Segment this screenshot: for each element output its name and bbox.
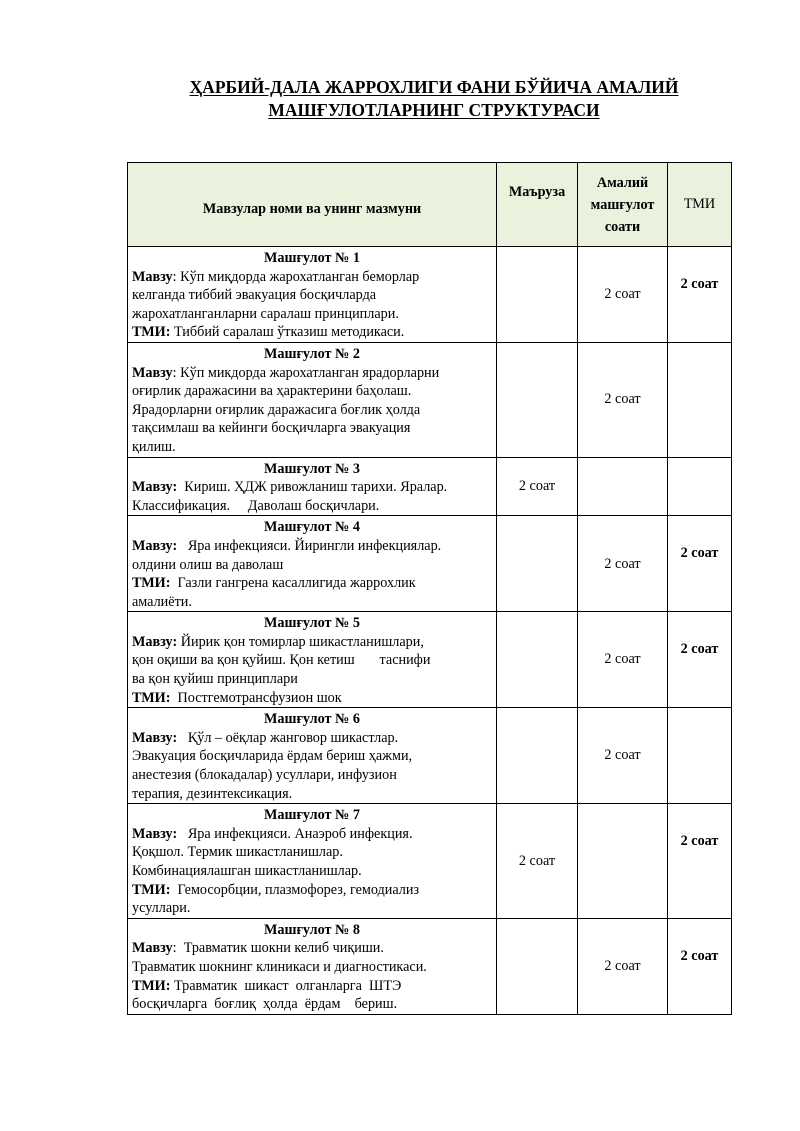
topic-cell	[128, 708, 497, 804]
topic-line-label: Мавзу:	[132, 479, 178, 496]
topic-line-text: : Кўп микдорда жарохатланган ярадорларни	[172, 364, 440, 381]
topic-line-label: ТМИ:	[132, 977, 171, 994]
topic-line	[132, 419, 492, 438]
topic-line	[132, 286, 492, 305]
topic-line	[132, 977, 492, 996]
topic-cell	[128, 516, 497, 612]
practice-hours-cell: 2 соат	[578, 708, 668, 804]
topic-line	[132, 729, 492, 748]
topic-line	[132, 651, 492, 670]
lecture-hours-cell	[497, 612, 578, 708]
table-row	[128, 247, 732, 343]
lecture-hours-cell	[497, 342, 578, 457]
header-practice	[578, 163, 668, 247]
topic-line	[132, 537, 492, 556]
topic-line	[132, 497, 492, 516]
topic-line	[132, 268, 492, 287]
table-row	[128, 918, 732, 1014]
topic-line	[132, 438, 492, 457]
table-row	[128, 612, 732, 708]
topic-line-label: Мавзу:	[132, 633, 178, 650]
title-line-2: МАШҒУЛОТЛАРНИНГ СТРУКТУРАСИ	[268, 100, 600, 120]
tmi-hours-cell: 2 соат	[668, 804, 732, 919]
lesson-number: Машғулот № 3	[264, 460, 360, 477]
lesson-number: Машғулот № 8	[264, 921, 360, 938]
lecture-hours-cell: 2 соат	[497, 457, 578, 516]
lesson-number: Машғулот № 1	[264, 250, 360, 266]
topic-cell	[128, 612, 497, 708]
topic-line	[132, 843, 492, 862]
topic-line	[132, 556, 492, 575]
table-row	[128, 457, 732, 516]
topic-line-text: Яра инфекцияси. Анаэроб инфекция.	[177, 825, 413, 842]
practice-hours-cell: 2 соат	[578, 612, 668, 708]
tmi-hours-cell	[668, 457, 732, 516]
header-practice-line-1: Амалий	[596, 174, 649, 191]
topic-line-label: Мавзу:	[132, 729, 178, 746]
lecture-hours-cell	[497, 516, 578, 612]
topic-line-text: Кириш. ҲДЖ ривожланиш тарихи. Яралар.	[177, 479, 448, 496]
topic-line-text: тақсимлаш ва кейинги босқичларга эвакуация	[132, 420, 411, 437]
topic-line-text: Травматик шикаст олганларга ШТЭ	[170, 977, 402, 994]
header-topic: Мавзулар номи ва унинг мазмуни	[128, 163, 497, 247]
topic-line	[132, 995, 492, 1014]
table-row	[128, 516, 732, 612]
tmi-hours-cell: 2 соат	[668, 247, 732, 343]
topic-line	[132, 862, 492, 881]
topic-line-label: Мавзу:	[132, 537, 178, 554]
lecture-hours-cell	[497, 918, 578, 1014]
topic-line	[132, 899, 492, 918]
lesson-number: Машғулот № 6	[264, 711, 360, 728]
lesson-number: Машғулот № 4	[264, 519, 360, 536]
topic-line-text: Классификация. Даволаш босқичлари.	[132, 497, 380, 514]
header-tmi: ТМИ	[668, 163, 732, 247]
lessons-table	[127, 162, 732, 1015]
topic-line-label: ТМИ:	[132, 689, 171, 706]
topic-line	[132, 939, 492, 958]
topic-line-text: Газли гангрена касаллигида жаррохлик	[170, 575, 416, 592]
title-line-1: ҲАРБИЙ-ДАЛА ЖАРРОХЛИГИ ФАНИ БЎЙИЧА АМАЛИЙ	[189, 77, 679, 97]
topic-line-label: ТМИ:	[132, 575, 171, 592]
table-header-row	[128, 163, 732, 247]
lecture-hours-cell: 2 соат	[497, 804, 578, 919]
topic-line-text: : Кўп миқдорда жарохатланган беморлар	[172, 268, 420, 285]
topic-line	[132, 958, 492, 977]
topic-line-text: Комбинациялашган шикастланишлар.	[132, 863, 362, 879]
topic-line-text: ва қон қуйиш принциплари	[132, 671, 298, 688]
topic-line-text: Ярадорларни оғирлик даражасига боғлик ҳолда	[132, 401, 421, 418]
topic-line-text: усуллари.	[132, 900, 191, 917]
topic-line-label: Мавзу	[132, 268, 173, 285]
topic-line	[132, 785, 492, 804]
topic-line-text: олдини олиш ва даволаш	[132, 556, 284, 573]
tmi-hours-cell: 2 соат	[668, 612, 732, 708]
header-lecture: Маъруза	[497, 163, 578, 247]
lesson-number: Машғулот № 7	[264, 807, 360, 824]
topic-line-text: босқичларга боғлиқ ҳолда ёрдам бериш.	[132, 996, 398, 1013]
topic-line	[132, 323, 492, 342]
topic-line	[132, 747, 492, 766]
topic-line-text: : Травматик шокни келиб чиқиши.	[172, 940, 384, 957]
topic-line-text: жарохатланганларни саралаш принциплари.	[132, 305, 399, 322]
topic-line	[132, 401, 492, 420]
topic-line	[132, 574, 492, 593]
header-practice-line-3: соати	[604, 218, 641, 235]
topic-line-text: қон оқиши ва қон қуйиш. Қон кетиш таснифи	[132, 652, 431, 669]
topic-cell	[128, 342, 497, 457]
topic-line-text: анестезия (блокадалар) усуллари, инфузион	[132, 767, 397, 784]
practice-hours-cell: 2 соат	[578, 918, 668, 1014]
practice-hours-cell: 2 соат	[578, 516, 668, 612]
topic-line	[132, 670, 492, 689]
topic-line-label: Мавзу:	[132, 825, 178, 842]
topic-line	[132, 689, 492, 708]
topic-line-text: Қўл – оёқлар жанговор шикастлар.	[177, 729, 399, 746]
topic-cell	[128, 918, 497, 1014]
tmi-hours-cell	[668, 708, 732, 804]
topic-cell	[128, 804, 497, 919]
topic-line	[132, 633, 492, 652]
tmi-hours-cell	[668, 342, 732, 457]
topic-line-text: Тиббий саралаш ўтказиш методикаси.	[170, 324, 405, 341]
tmi-hours-cell: 2 соат	[668, 918, 732, 1014]
topic-line-label: ТМИ:	[132, 324, 171, 341]
topic-line-text: Яра инфекцияси. Йирингли инфекциялар.	[177, 537, 442, 554]
topic-line-text: Эвакуация босқичларида ёрдам бериш ҳажми,	[132, 748, 413, 765]
topic-line-label: ТМИ:	[132, 881, 171, 898]
table-row	[128, 804, 732, 919]
topic-line-text: келганда тиббий эвакуация босқичларда	[132, 287, 377, 304]
table-row	[128, 342, 732, 457]
lecture-hours-cell	[497, 247, 578, 343]
topic-line-text: Постгемотрансфузион шок	[170, 689, 342, 706]
topic-line	[132, 593, 492, 612]
topic-cell	[128, 247, 497, 343]
topic-line-text: Гемосорбции, плазмофорез, гемодиализ	[170, 881, 420, 898]
topic-line	[132, 305, 492, 324]
topic-line	[132, 478, 492, 497]
table-row	[128, 708, 732, 804]
topic-line	[132, 766, 492, 785]
topic-line	[132, 364, 492, 383]
tmi-hours-cell: 2 соат	[668, 516, 732, 612]
topic-line-text: амалиёти.	[132, 593, 192, 610]
topic-line-text: оғирлик даражасини ва ҳарактерини баҳолаш.	[132, 383, 412, 400]
lesson-number: Машғулот № 5	[264, 615, 360, 632]
topic-line-text: Травматик шокнинг клиникаси и диагностикаси.	[132, 958, 427, 975]
topic-line	[132, 825, 492, 844]
page-title	[0, 76, 800, 122]
practice-hours-cell	[578, 457, 668, 516]
topic-line-label: Мавзу	[132, 940, 173, 957]
lesson-number: Машғулот № 2	[264, 345, 360, 362]
topic-line-text: Қоқшол. Термик шикастланишлар.	[132, 844, 343, 861]
practice-hours-cell	[578, 804, 668, 919]
header-practice-line-2: машғулот	[590, 196, 655, 213]
topic-line-text: терапия, дезинтексикация.	[132, 785, 293, 802]
lecture-hours-cell	[497, 708, 578, 804]
topic-line	[132, 382, 492, 401]
topic-line-label: Мавзу	[132, 364, 173, 381]
practice-hours-cell: 2 соат	[578, 342, 668, 457]
topic-cell	[128, 457, 497, 516]
topic-line-text: Йирик қон томирлар шикастланишлари,	[177, 633, 424, 650]
topic-line-text: қилиш.	[132, 438, 176, 455]
practice-hours-cell: 2 соат	[578, 247, 668, 343]
topic-line	[132, 881, 492, 900]
